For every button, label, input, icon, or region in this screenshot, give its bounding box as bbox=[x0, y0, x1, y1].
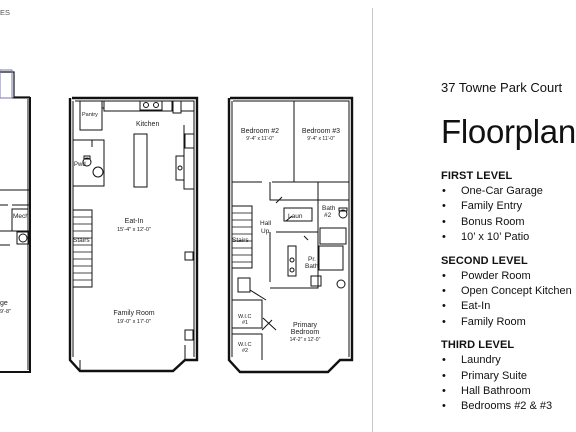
list-item: • Bonus Room bbox=[441, 215, 576, 230]
wic2-label: W.I.C bbox=[238, 342, 252, 348]
bath2-label: Bath bbox=[322, 205, 336, 212]
garage-label: ge bbox=[0, 300, 8, 307]
first-level-partial-plan bbox=[0, 70, 30, 372]
feature-list bbox=[441, 269, 576, 331]
wic2-number: #2 bbox=[242, 348, 249, 354]
primary-bedroom-label: Bedroom bbox=[290, 329, 320, 336]
third-level-section bbox=[441, 339, 576, 415]
second-level-section bbox=[441, 255, 576, 331]
list-item: • One-Car Garage bbox=[441, 184, 576, 199]
list-item: • Bedrooms #2 & #3 bbox=[441, 399, 576, 414]
eat-in-dim: 15'-4" x 12'-0" bbox=[117, 227, 151, 233]
bedroom2-dim: 9'-4" x 11'-0" bbox=[246, 136, 274, 142]
list-item: • 10’ x 10’ Patio bbox=[441, 230, 576, 245]
third-stairs-label: Stairs bbox=[232, 237, 249, 244]
section-heading: THIRD LEVEL bbox=[441, 339, 515, 352]
wic1-label: W.I.C bbox=[238, 314, 252, 320]
list-item: • Eat-In bbox=[441, 299, 576, 314]
corner-text: ES bbox=[0, 8, 11, 17]
hall-label: Hall bbox=[260, 220, 272, 227]
first-level-section bbox=[441, 170, 576, 246]
feature-list bbox=[441, 184, 576, 246]
bedroom3-label: Bedroom #3 bbox=[301, 128, 341, 135]
second-level-plan bbox=[70, 98, 197, 371]
second-level-stairs bbox=[73, 210, 92, 287]
pantry-label: Pantry bbox=[82, 112, 98, 118]
list-item: • Family Entry bbox=[441, 199, 576, 214]
wic1-number: #1 bbox=[242, 320, 249, 326]
garage-dim: 9'-8" bbox=[0, 309, 11, 315]
family-room-dim: 19'-0" x 17'-0" bbox=[117, 319, 151, 325]
eat-in-label: Eat-In bbox=[124, 218, 144, 225]
property-address: 37 Towne Park Court bbox=[441, 80, 563, 95]
bath2-number: #2 bbox=[324, 212, 332, 219]
laundry-label: Laun bbox=[288, 213, 303, 220]
stairs-label: Stairs bbox=[73, 237, 90, 244]
level-features-panel bbox=[441, 170, 576, 424]
section-heading: SECOND LEVEL bbox=[441, 254, 528, 267]
list-item: • Primary Suite bbox=[441, 369, 576, 384]
list-item: • Family Room bbox=[441, 315, 576, 330]
primary-bath-label: Bath bbox=[305, 263, 319, 270]
primary-label: Primary bbox=[292, 322, 318, 329]
kitchen-label: Kitchen bbox=[136, 121, 160, 128]
list-item: • Hall Bathroom bbox=[441, 384, 576, 399]
page-title: Floorplan bbox=[441, 113, 576, 150]
slide-divider bbox=[372, 8, 373, 432]
bedroom2-label: Bedroom #2 bbox=[240, 128, 280, 135]
list-item: • Open Concept Kitchen bbox=[441, 284, 576, 299]
primary-bath-pr-label: Pr. bbox=[308, 256, 316, 263]
feature-list bbox=[441, 353, 576, 415]
up-label: Up bbox=[261, 228, 270, 235]
section-heading: FIRST LEVEL bbox=[441, 170, 513, 182]
primary-bedroom-dim: 14'-2" x 12'-0" bbox=[289, 337, 321, 343]
list-item: • Powder Room bbox=[441, 269, 576, 284]
mech-label: Mech. bbox=[13, 213, 31, 220]
list-item: • Laundry bbox=[441, 353, 576, 368]
family-room-label: Family Room bbox=[113, 310, 155, 317]
pwd-label: Pwd bbox=[74, 162, 86, 168]
bedroom3-dim: 9'-4" x 11'-0" bbox=[307, 136, 335, 142]
